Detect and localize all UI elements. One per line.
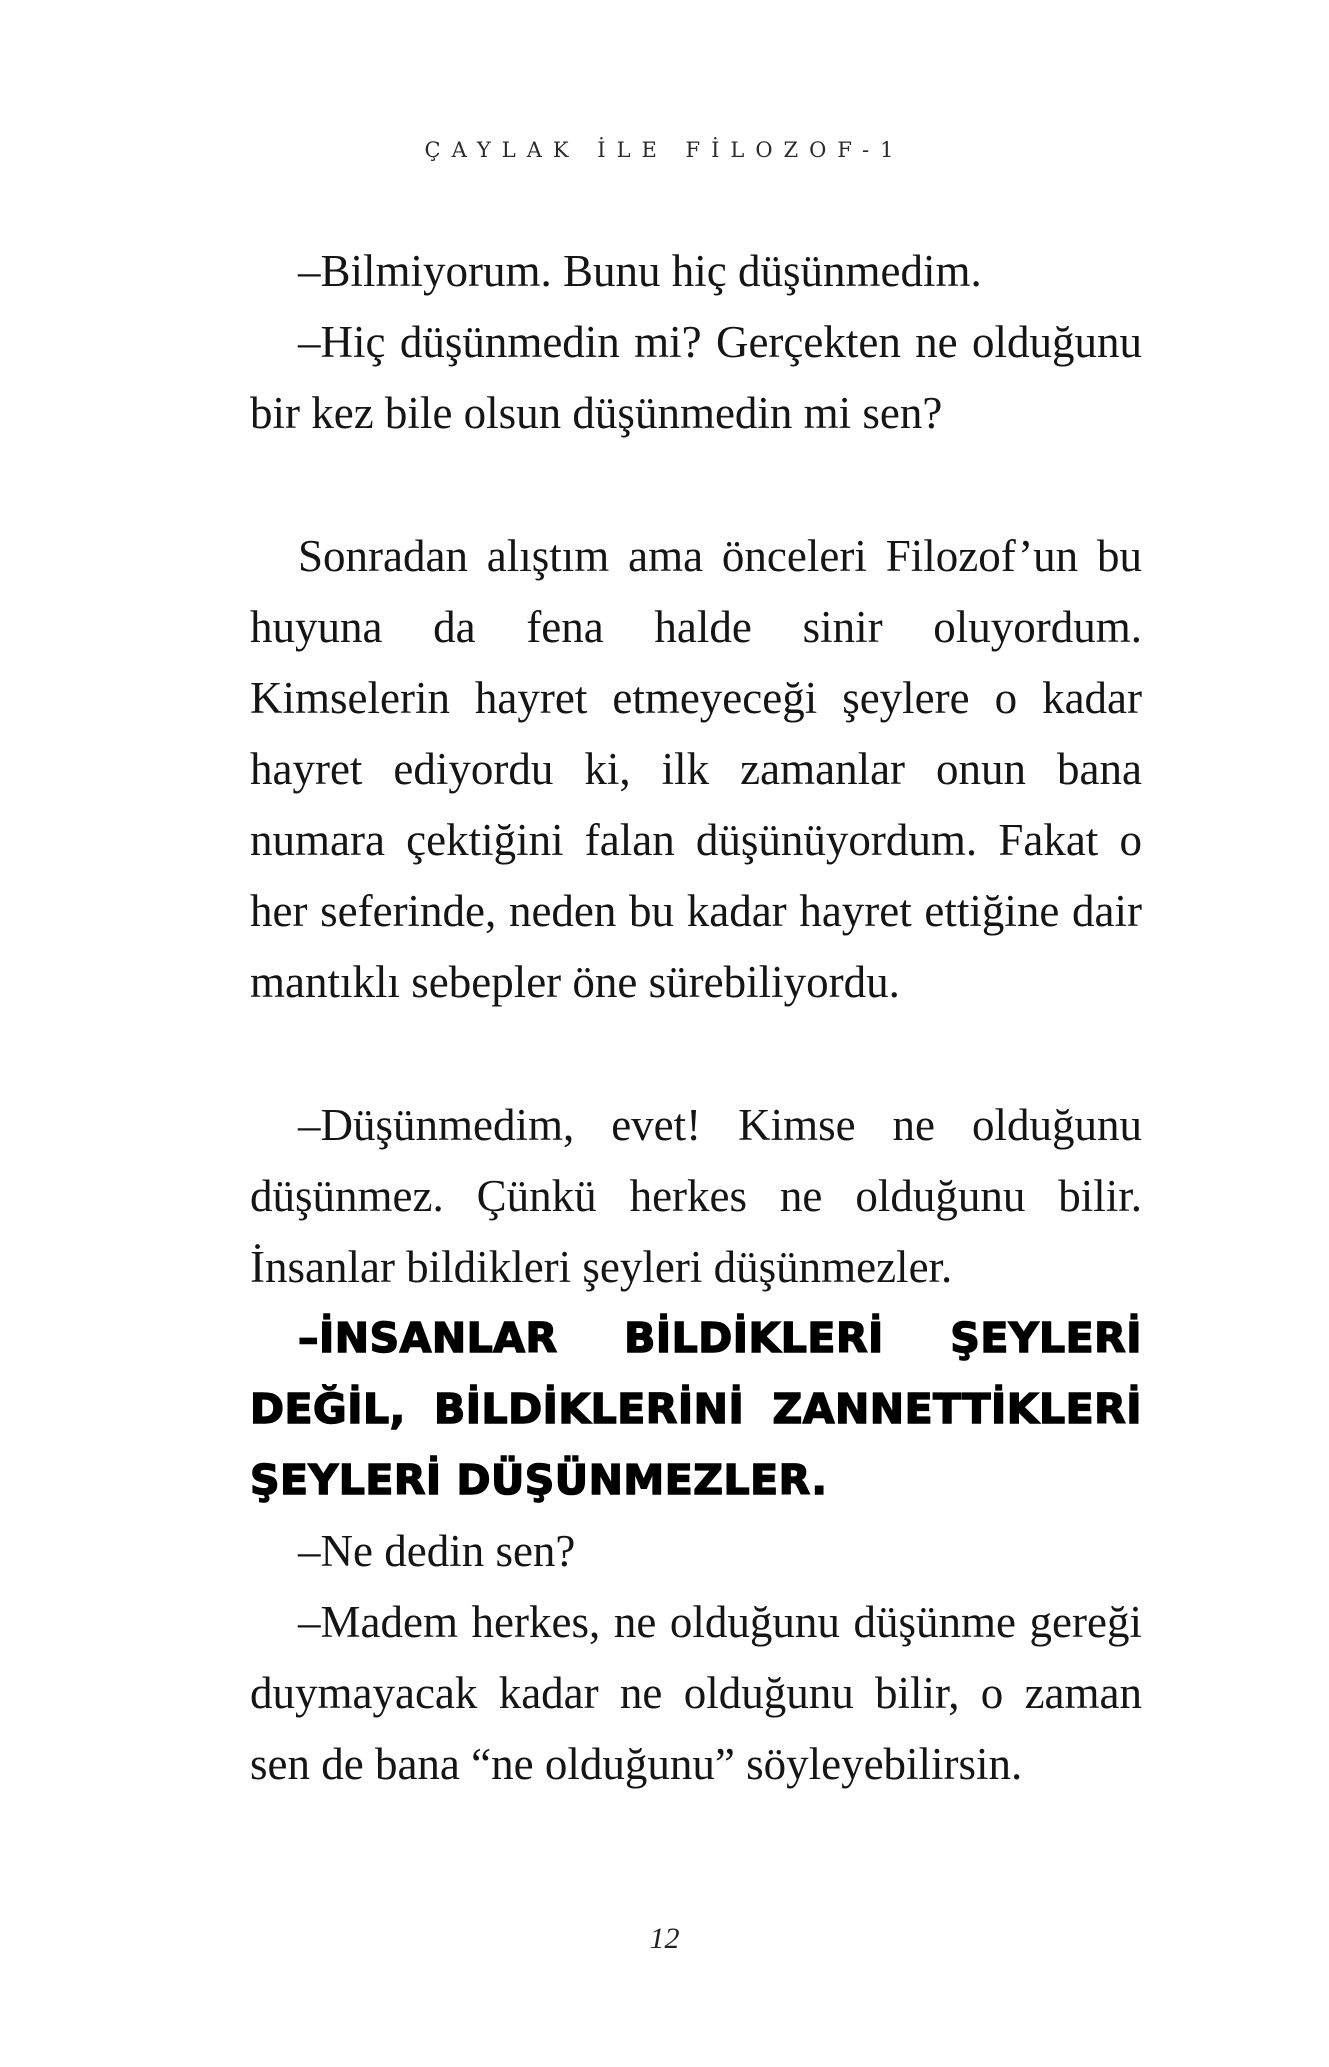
narration-paragraph: Sonradan alıştım ama önceleri Filozof’un bu huyuna da fena halde sinir oluyordum. Kimselerin hayret etmeyeceği şeylere o kadar hayret ediyordu ki, ilk zamanlar onun bana numara çektiğini falan düşünüyordum. Fakat o her seferinde, neden bu kadar hayret ettiğine dair mantıklı sebepler öne sürebiliyordu. bbox=[250, 531, 1142, 1007]
dialogue-line: –Madem herkes, ne olduğunu düşünme gereği duymayacak kadar ne olduğunu bilir, o zaman sen de bana “ne olduğunu” söyleyebilirsin. bbox=[250, 1597, 1142, 1789]
dialogue-line: –Hiç düşünmedin mi? Gerçekten ne olduğunu bir kez bile olsun düşünmedin mi sen? bbox=[250, 317, 1142, 438]
emphasized-dialogue-line: –İNSANLAR BİLDİKLERİ ŞEYLERİ DEĞİL, BİLDİKLERİNİ ZANNETTİKLERİ ŞEYLERİ DÜŞÜNMEZLER. bbox=[250, 1314, 1142, 1504]
paragraph-gap bbox=[250, 449, 1142, 521]
page-number: 12 bbox=[649, 1922, 680, 1955]
running-header: ÇAYLAK İLE FİLOZOF-1 bbox=[424, 138, 905, 162]
dialogue-line: –Düşünmedim, evet! Kimse ne olduğunu düşünmez. Çünkü herkes ne olduğunu bilir. İnsanlar bildikleri şeyleri düşünmezler. bbox=[250, 1100, 1142, 1292]
paragraph-gap bbox=[250, 1018, 1142, 1090]
page-body bbox=[250, 236, 1142, 1800]
dialogue-line: –Ne dedin sen? bbox=[298, 1526, 576, 1576]
dialogue-line: –Bilmiyorum. Bunu hiç düşünmedim. bbox=[298, 246, 982, 296]
